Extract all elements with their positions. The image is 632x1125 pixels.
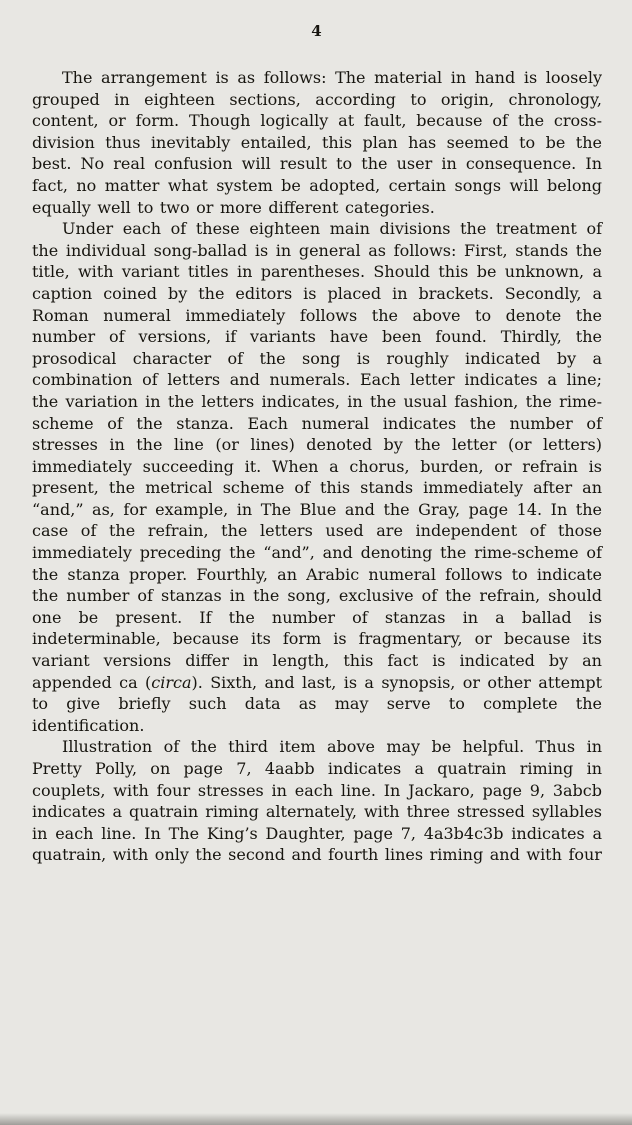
page-body	[32, 67, 602, 866]
paragraph-arrangement: The arrangement is as follows: The material in hand is loosely grouped in eighteen sections, according to origin, chronology, content, or form. Though logically at fault, because of the cross-division thus inevitably entailed, this plan has seemed to be the best. No real confusion will result to the user in consequence. In fact, no matter what system be adopted, certain songs will belong equally well to two or more different categories.	[32, 68, 602, 217]
circa-italic-word: circa	[151, 672, 192, 692]
paragraph-illustration: Illustration of the third item above may be helpful. Thus in Pretty Polly, on page 7, 4aabb indicates a quatrain riming in couplets, with four stresses in each line. In Jackaro, page 9, 3abcb indicates a quatrain riming alternately, with three stressed syllables in each line. In The King’s Daughter, page 7, 4a3b4c3b indicates a quatrain, with only the second and fourth lines riming and with four	[32, 737, 602, 865]
paragraph-divisions-text-a: Under each of these eighteen main divisions the treatment of the individual song-ballad is in general as follows: First, stands the title, with variant titles in parentheses. Should this be unknown, a caption coined by the editors is placed in brackets. Secondly, a Roman numeral immediately follows the above to denote the number of versions, if variants have been found. Thirdly, the prosodical character of the song is roughly indicated by a combination of letters and numerals. Each letter indicates a line; the variation in the letters indicates, in the usual fashion, the rime-scheme of the stanza. Each numeral indicates the number of stresses in the line (or lines) denoted by the letter (or letters) immediately succeeding it. When a chorus, burden, or refrain is present, the metrical scheme of this stands immediately after an “and,” as, for example, in The Blue and the Gray, page 14. In the case of the refrain, the letters used are independent of those immediately preceding the “and”, and denoting the rime-scheme of the stanza proper. Fourthly, an Arabic numeral follows to indicate the number of stanzas in the song, exclusive of the refrain, should one be present. If the number of stanzas in a ballad is indeterminable, because its form is fragmentary, or because its variant versions differ in length, this fact is indicated by an appended ca (	[32, 219, 602, 692]
paragraph-divisions-text-b: ). Sixth, and last, is a synopsis, or other attempt to give briefly such data as may serve to complete the identification.	[32, 672, 602, 735]
page-number: 4	[311, 22, 323, 40]
paragraph-divisions	[32, 218, 602, 736]
